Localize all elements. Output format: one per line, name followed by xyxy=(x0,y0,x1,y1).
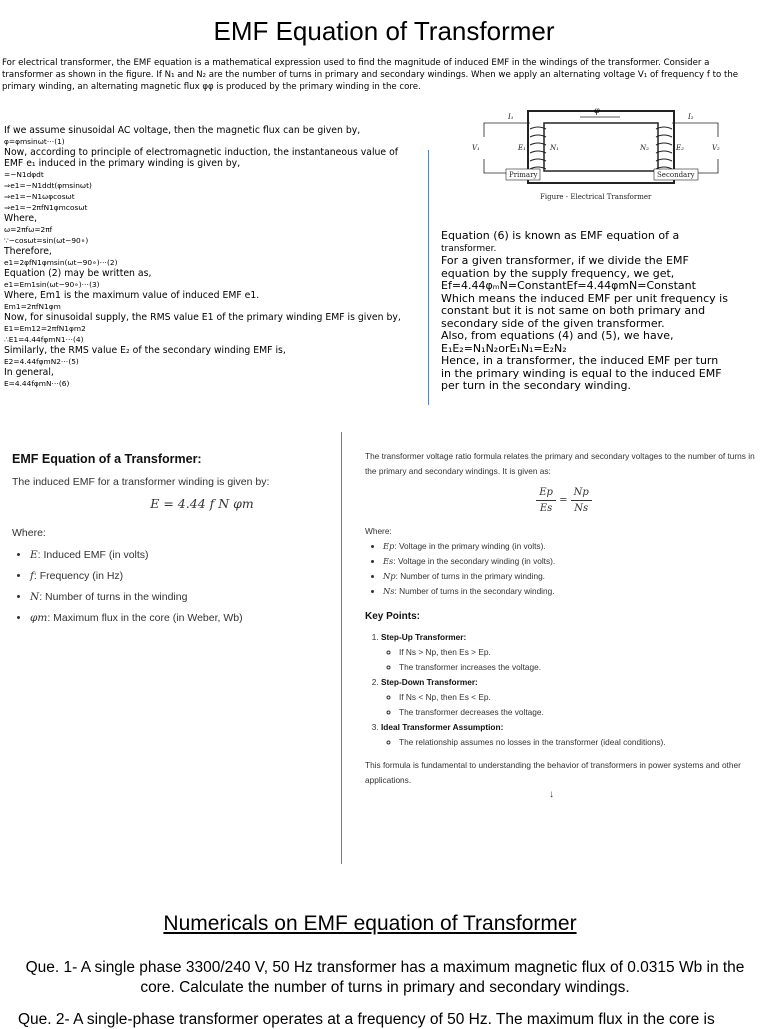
symbol: Np xyxy=(383,571,396,581)
panel-divider xyxy=(341,432,342,864)
i1-label: I₁ xyxy=(508,113,514,121)
symbol: Es xyxy=(383,556,394,566)
derivation-column xyxy=(4,125,424,389)
symbol-item xyxy=(30,570,332,582)
ratio-symbol-item xyxy=(383,554,763,569)
ratio-rhs-den: Ns xyxy=(574,503,589,514)
symbol-desc: : Frequency (in Hz) xyxy=(33,570,124,582)
conclusion-line: Equation (6) is known as EMF equation of a xyxy=(441,229,680,242)
key-point-detail: ◦ If Ns > Np, then Es > Ep. xyxy=(399,645,763,660)
emf-formula: E = 4.44 f N φm xyxy=(150,496,254,511)
conclusion-line: constant but it is not same on both primary and xyxy=(441,304,706,317)
ratio-lhs-den: Es xyxy=(539,503,553,514)
derivation-line: Therefore, xyxy=(4,246,52,257)
symbol: N xyxy=(30,591,40,603)
numericals-title: Numericals on EMF equation of Transformer xyxy=(163,912,577,935)
scroll-down-icon[interactable]: ↓ xyxy=(549,789,554,800)
symbol: Ep xyxy=(383,541,395,551)
key-point-detail: ◦ The transformer increases the voltage. xyxy=(399,660,763,675)
derivation-line: e1=2φfN1φmsin(ωt−90∘)⋯(2) xyxy=(4,258,118,267)
secondary-wire-top xyxy=(672,123,718,137)
key-points-list xyxy=(365,630,763,750)
derivation-line: φ=φmsinωt⋯(1) xyxy=(4,137,65,146)
primary-label: Primary xyxy=(509,171,538,179)
conclusion-line: Ef=4.44φₘN=ConstantEf=4.44φmN=Constant xyxy=(441,279,696,292)
derivation-line: In general, xyxy=(4,367,54,378)
conclusion-line: Which means the induced EMF per unit frequency is xyxy=(441,291,728,305)
key-point-detail: ◦ The transformer decreases the voltage. xyxy=(399,705,763,720)
symbol-desc: : Number of turns in the winding xyxy=(39,591,188,603)
symbol: Ns xyxy=(383,586,395,596)
key-point xyxy=(381,630,763,675)
key-point xyxy=(381,720,763,750)
derivation-line: Equation (2) may be written as, xyxy=(4,268,152,279)
ratio-symbol-item xyxy=(383,584,763,599)
derivation-line: EMF e₁ induced in the primary winding is given by, xyxy=(4,158,241,169)
conclusion-line: transformer. xyxy=(441,243,497,254)
derivation-line: Now, for sinusoidal supply, the RMS value E1 of the primary winding EMF is given by, xyxy=(4,312,401,323)
symbol-desc: : Induced EMF (in volts) xyxy=(37,549,149,561)
intro-paragraph: For electrical transformer, the EMF equation is a mathematical expression used to find the magnitude of induced EMF in the windings of the transformer. Consider a transformer as shown in the figure. If N₁ and N₂ are the number of turns in primary and secondary windings. When we apply an alternating voltage V₁ of frequency f to the primary winding, an alternating magnetic flux φφ is produced by the primary winding in the core. xyxy=(2,58,739,92)
v2-label: V₂ xyxy=(712,144,720,152)
conclusion-line: E₁E₂=N₁N₂orE₁N₁=E₂N₂ xyxy=(441,341,567,355)
v1-label: V₁ xyxy=(472,144,480,152)
symbol-desc: : Voltage in the primary winding (in volts). xyxy=(394,541,546,551)
ratio-eq: = xyxy=(559,495,568,506)
symbol: φm xyxy=(30,612,48,624)
derivation-line: ⇒e1=−2πfN1φmcosωt xyxy=(4,203,88,212)
key-point-title: 3. Ideal Transformer Assumption: xyxy=(381,722,504,732)
transformer-figure xyxy=(470,103,725,203)
ratio-rhs-num: Np xyxy=(571,485,592,501)
derivation-line: Where, Em1 is the maximum value of induced EMF e1. xyxy=(4,290,260,301)
e2-label: E₂ xyxy=(676,144,684,152)
derivation-line: E2=4.44fφmN2⋯(5) xyxy=(4,357,79,366)
ratio-intro: The transformer voltage ratio formula relates the primary and secondary voltages to the number of turns in the primary and secondary windings. It is given as: xyxy=(365,451,755,476)
symbol-desc: : Voltage in the secondary winding (in volts). xyxy=(393,556,556,566)
derivation-line: =−N1dφdt xyxy=(4,170,44,179)
key-point-title: 1. Step-Up Transformer: xyxy=(381,632,467,642)
symbol-list xyxy=(12,549,332,624)
derivation-line: E1=Em12=2πfN1φm2 xyxy=(4,324,86,333)
summary-heading: EMF Equation of a Transformer: xyxy=(12,452,202,466)
ratio-formula xyxy=(365,485,763,516)
summary-text: The induced EMF for a transformer winding is given by: xyxy=(12,476,270,488)
derivation-line: ⇒e1=−N1ddt(φmsinωt) xyxy=(4,181,92,190)
column-divider xyxy=(428,150,429,405)
ratio-lhs-num: Ep xyxy=(536,485,556,501)
derivation-line: Now, according to principle of electromagnetic induction, the instantaneous value of xyxy=(4,147,399,158)
conclusion-column xyxy=(441,230,759,393)
derivation-line: ω=2πfω=2πf xyxy=(4,225,53,234)
derivation-line: Em1=2πfN1φm xyxy=(4,302,61,311)
derivation-line: If we assume sinusoidal AC voltage, then the magnetic flux can be given by, xyxy=(4,125,361,136)
conclusion-line: in the primary winding is equal to the induced EMF xyxy=(441,366,722,380)
phi-label: φ xyxy=(594,106,600,115)
n2-label: N₂ xyxy=(640,144,649,152)
symbol-desc: : Maximum flux in the core (in Weber, Wb) xyxy=(47,612,243,624)
derivation-line: ∴E1=4.44fφmN1⋯(4) xyxy=(4,335,84,344)
key-point-detail: ◦ If Ns < Np, then Es < Ep. xyxy=(399,690,763,705)
ratio-symbol-item xyxy=(383,569,763,584)
conclusion-line: secondary side of the given transformer. xyxy=(441,316,665,330)
derivation-line: e1=Em1sin(ωt−90∘)⋯(3) xyxy=(4,280,100,289)
i2-label: I₂ xyxy=(688,113,694,121)
voltage-ratio-panel xyxy=(365,449,763,800)
symbol-item xyxy=(30,591,332,603)
conclusion-line: For a given transformer, if we divide the EMF xyxy=(441,254,689,267)
conclusion-line: Hence, in a transformer, the induced EMF per turn xyxy=(441,354,719,367)
question-2: Que. 2- A single-phase transformer operates at a frequency of 50 Hz. The maximum flux in the core is xyxy=(18,1011,715,1028)
key-points-heading: Key Points: xyxy=(365,611,421,622)
derivation-line: Similarly, the RMS value E₂ of the secondary winding EMF is, xyxy=(4,345,286,356)
key-point xyxy=(381,675,763,720)
ratio-symbol-item xyxy=(383,539,763,554)
symbol: f xyxy=(30,570,34,582)
symbol-desc: : Number of turns in the primary winding. xyxy=(395,571,545,581)
closing-text: This formula is fundamental to understanding the behavior of transformers in power systems and other applications. xyxy=(365,760,741,785)
symbol-item xyxy=(30,549,332,561)
derivation-line: ⇒e1=−N1ωφcosωt xyxy=(4,192,75,201)
emf-summary-panel xyxy=(12,452,332,633)
derivation-line: ∵−cosωt=sin(ωt−90∘) xyxy=(4,236,89,245)
key-point-detail: ◦ The relationship assumes no losses in the transformer (ideal conditions). xyxy=(399,735,763,750)
conclusion-line: per turn in the secondary winding. xyxy=(441,379,631,392)
derivation-line: Where, xyxy=(4,213,38,224)
symbol-desc: : Number of turns in the secondary winding. xyxy=(394,586,555,596)
conclusion-line: Also, from equations (4) and (5), we have, xyxy=(441,329,674,342)
key-point-title: 2. Step-Down Transformer: xyxy=(381,677,478,687)
secondary-label: Secondary xyxy=(657,171,695,179)
symbol: E xyxy=(30,549,38,561)
where-label: Where: xyxy=(12,527,46,539)
n1-label: N₁ xyxy=(550,144,559,152)
ratio-symbol-list xyxy=(365,539,763,599)
primary-wire-top xyxy=(484,123,530,137)
page-title: EMF Equation of Transformer xyxy=(213,16,555,46)
ratio-where: Where: xyxy=(365,526,392,536)
derivation-line: E=4.44fφmN⋯(6) xyxy=(4,379,70,388)
question-1: Que. 1- A single phase 3300/240 V, 50 Hz transformer has a maximum magnetic flux of 0.0315 Wb in the core. Calculate the number of turns in primary and secondary windings. xyxy=(25,959,745,996)
conclusion-line: equation by the supply frequency, we get, xyxy=(441,266,675,280)
symbol-item xyxy=(30,612,332,624)
e1-label: E₁ xyxy=(518,144,526,152)
figure-caption: Figure - Electrical Transformer xyxy=(540,193,652,201)
